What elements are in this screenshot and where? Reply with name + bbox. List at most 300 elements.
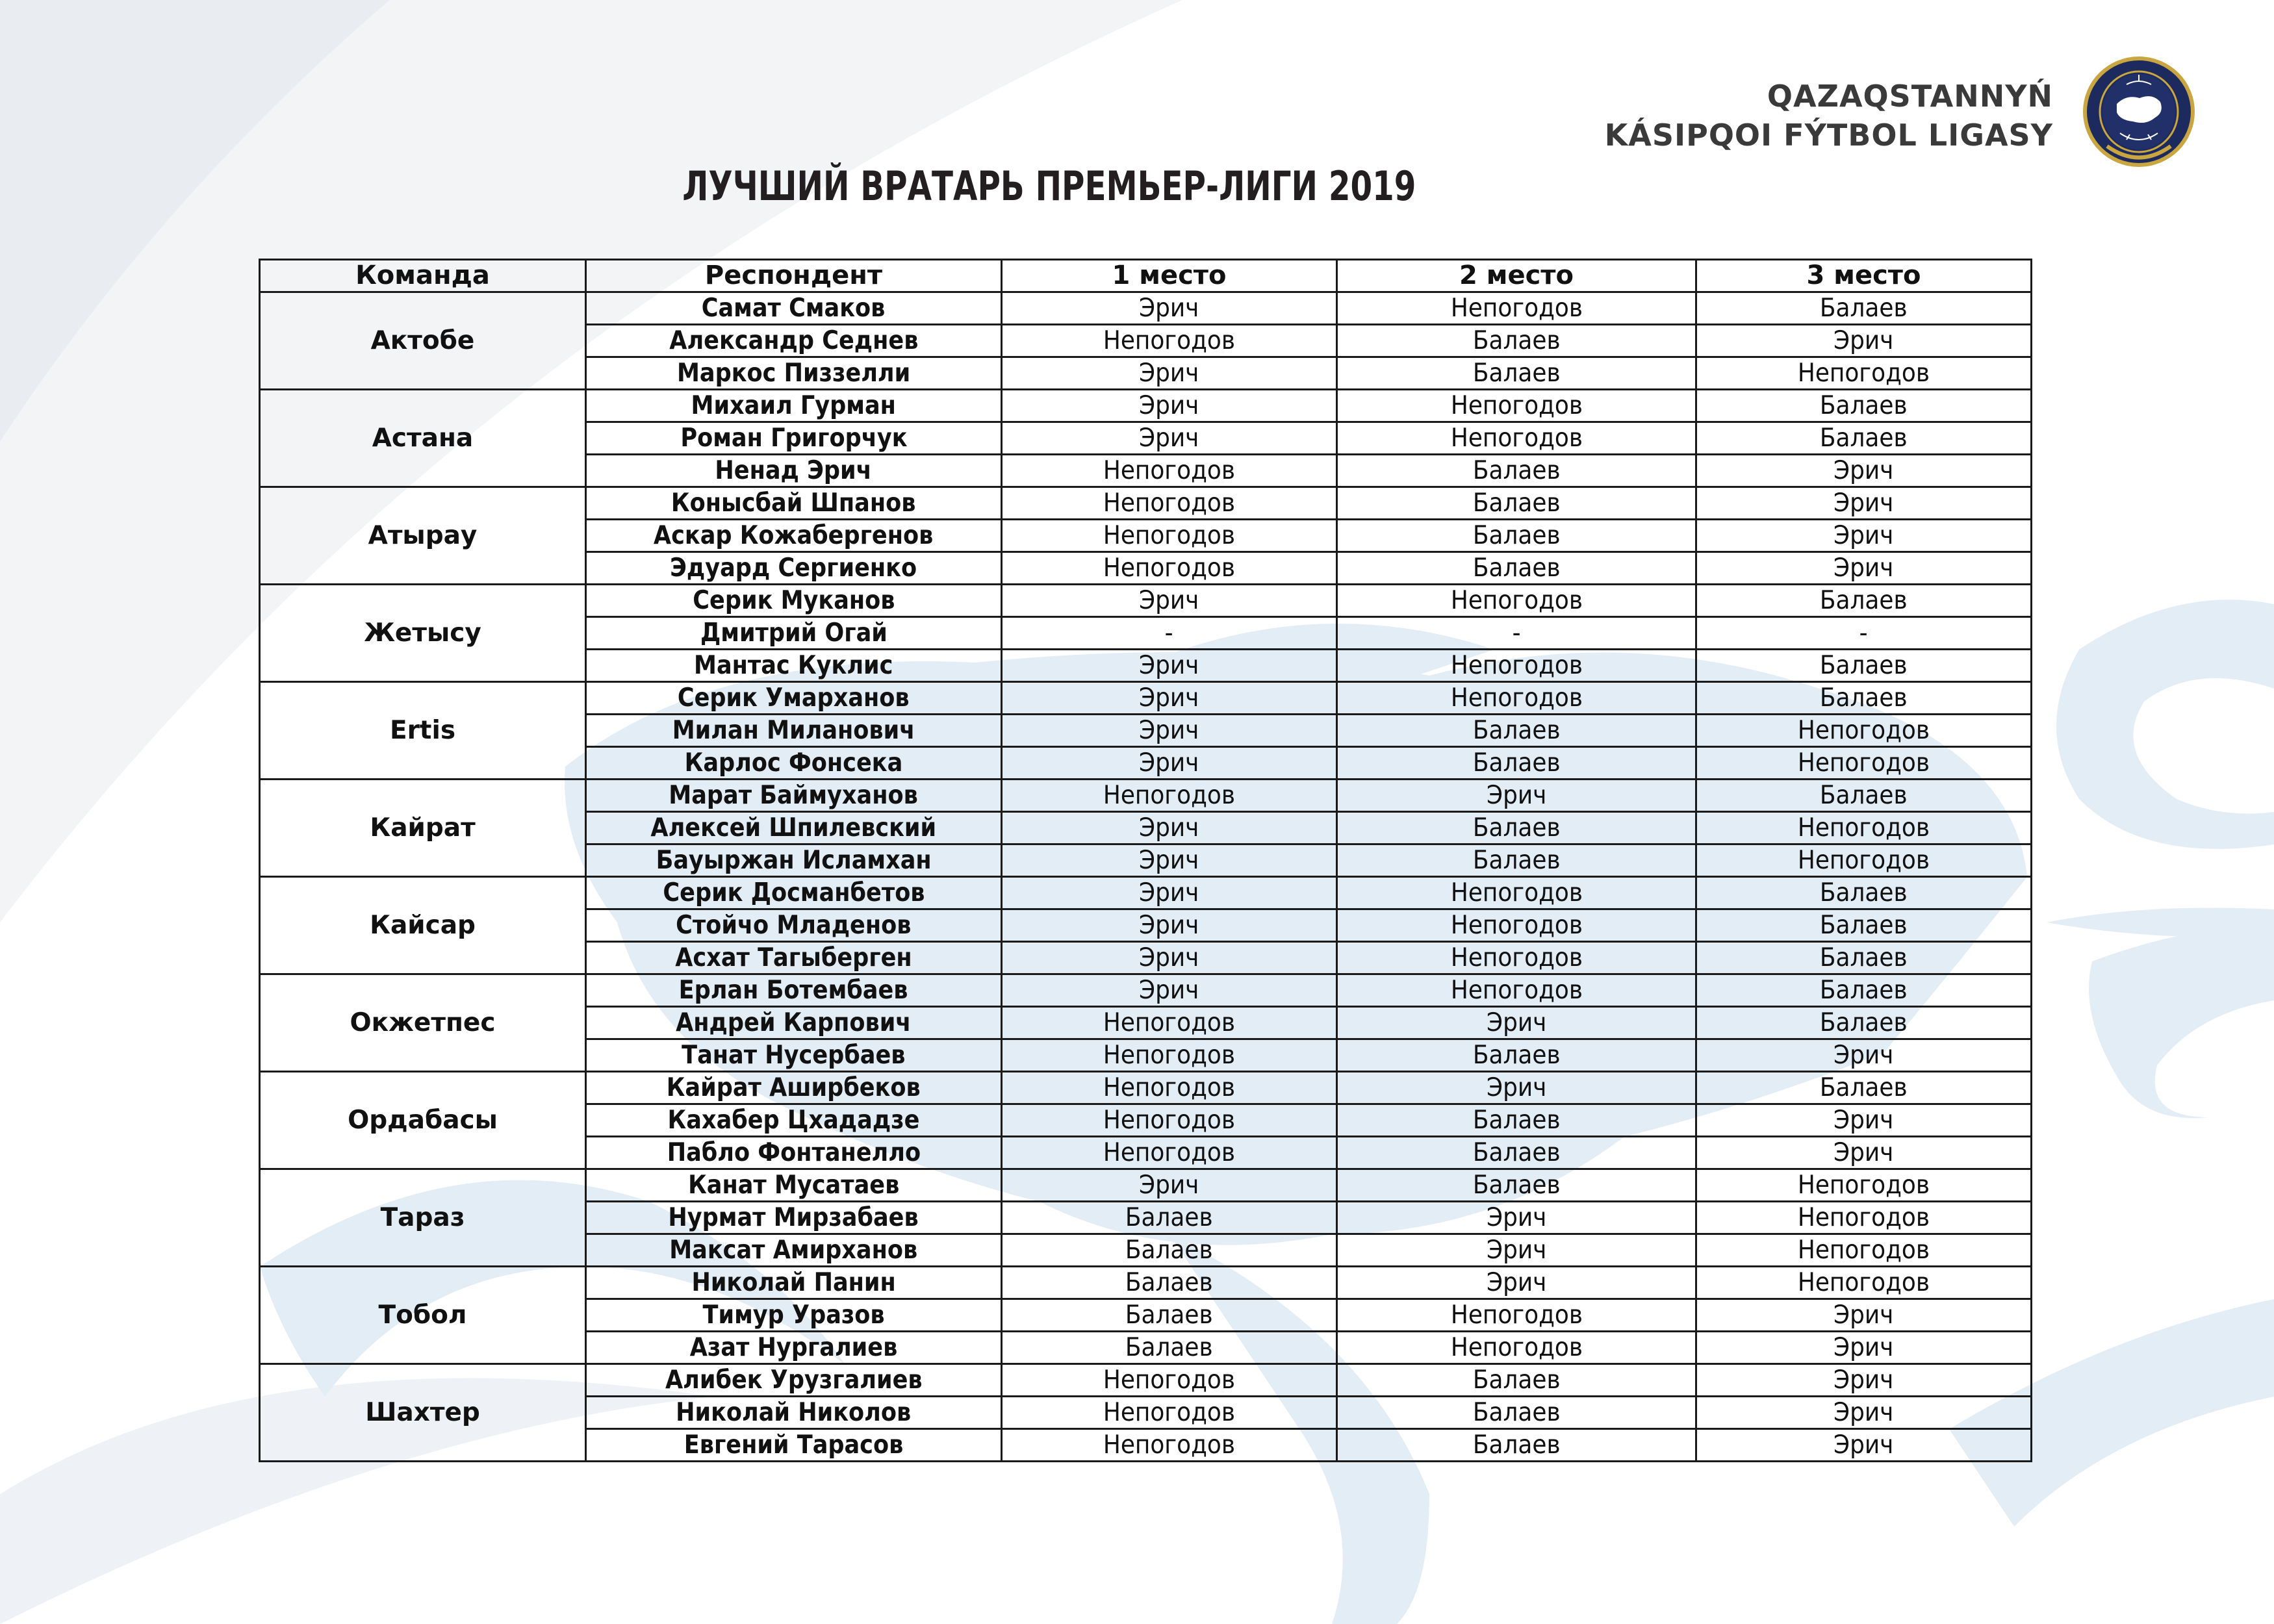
third-place-cell-text: Непогодов [1797, 846, 1930, 875]
respondent-cell [586, 455, 1002, 487]
first-place-cell-text: Непогодов [1103, 1073, 1236, 1102]
second-place-cell-text: Непогодов [1450, 911, 1583, 940]
third-place-cell [1696, 585, 2032, 617]
third-place-cell [1696, 974, 2032, 1007]
second-place-cell [1337, 1169, 1696, 1202]
second-place-cell-text: Эрич [1486, 1073, 1547, 1102]
third-place-cell [1696, 325, 2032, 357]
first-place-cell [1002, 357, 1337, 390]
third-place-cell-text: Непогодов [1797, 359, 1930, 388]
first-place-cell [1002, 715, 1337, 747]
third-place-cell [1696, 1007, 2032, 1039]
respondent-cell [586, 877, 1002, 909]
second-place-cell-text: Эрич [1486, 781, 1547, 810]
second-place-cell [1337, 1072, 1696, 1104]
first-place-cell [1002, 422, 1337, 455]
third-place-cell-text: Эрич [1833, 1398, 1894, 1427]
first-place-cell [1002, 455, 1337, 487]
second-place-cell [1337, 715, 1696, 747]
first-place-cell-text: Эрич [1139, 813, 1199, 843]
second-place-cell-text: Балаев [1472, 1365, 1561, 1395]
third-place-cell [1696, 747, 2032, 780]
first-place-cell-text: Эрич [1139, 976, 1199, 1005]
third-place-cell-text: Непогодов [1797, 813, 1930, 843]
second-place-cell [1337, 650, 1696, 682]
first-place-cell [1002, 1429, 1337, 1462]
third-place-cell [1696, 1072, 2032, 1104]
votes-table [259, 259, 2032, 1462]
first-place-cell [1002, 682, 1337, 715]
column-header-respondent: Респондент [586, 260, 1002, 292]
second-place-cell [1337, 357, 1696, 390]
respondent-cell-text: Асхат Тагыберген [675, 943, 912, 972]
respondent-cell [586, 780, 1002, 812]
third-place-cell-text: Балаев [1820, 391, 1908, 420]
first-place-cell-text: Эрич [1139, 1171, 1199, 1200]
table-row [260, 292, 2032, 325]
respondent-cell [586, 1267, 1002, 1299]
third-place-cell-text: Эрич [1833, 1041, 1894, 1070]
first-place-cell-text: - [1165, 618, 1173, 648]
team-cell: Шахтер [260, 1364, 586, 1462]
respondent-cell [586, 1364, 1002, 1397]
first-place-cell-text: Эрич [1139, 586, 1199, 615]
first-place-cell-text: Балаев [1125, 1203, 1213, 1232]
third-place-cell-text: Непогодов [1797, 1203, 1930, 1232]
second-place-cell [1337, 844, 1696, 877]
third-place-cell [1696, 552, 2032, 585]
third-place-cell [1696, 780, 2032, 812]
third-place-cell-text: Балаев [1820, 911, 1908, 940]
second-place-cell [1337, 1364, 1696, 1397]
first-place-cell [1002, 325, 1337, 357]
third-place-cell-text: Эрич [1833, 553, 1894, 583]
third-place-cell [1696, 1364, 2032, 1397]
second-place-cell [1337, 520, 1696, 552]
first-place-cell [1002, 1364, 1337, 1397]
second-place-cell [1337, 812, 1696, 844]
second-place-cell-text: Балаев [1472, 1041, 1561, 1070]
second-place-cell-text: Балаев [1472, 521, 1561, 550]
respondent-cell [586, 909, 1002, 942]
second-place-cell [1337, 390, 1696, 422]
respondent-cell-text: Танат Нусербаев [682, 1041, 906, 1070]
first-place-cell-text: Непогодов [1103, 781, 1236, 810]
respondent-cell-text: Аскар Кожабергенов [654, 521, 934, 550]
first-place-cell [1002, 942, 1337, 974]
first-place-cell [1002, 1234, 1337, 1267]
third-place-cell [1696, 1234, 2032, 1267]
third-place-cell-text: Балаев [1820, 424, 1908, 453]
respondent-cell-text: Николай Панин [691, 1268, 896, 1297]
second-place-cell [1337, 942, 1696, 974]
table-row [260, 780, 2032, 812]
third-place-cell [1696, 1429, 2032, 1462]
first-place-cell-text: Непогодов [1103, 488, 1236, 518]
respondent-cell-text: Ерлан Ботембаев [679, 976, 908, 1005]
third-place-cell [1696, 1299, 2032, 1332]
third-place-cell-text: Эрич [1833, 1430, 1894, 1460]
first-place-cell-text: Непогодов [1103, 521, 1236, 550]
respondent-cell [586, 1007, 1002, 1039]
third-place-cell-text: Непогодов [1797, 1268, 1930, 1297]
third-place-cell [1696, 487, 2032, 520]
second-place-cell-text: Непогодов [1450, 586, 1583, 615]
respondent-cell [586, 487, 1002, 520]
respondent-cell [586, 715, 1002, 747]
first-place-cell [1002, 877, 1337, 909]
third-place-cell-text: Эрич [1833, 521, 1894, 550]
second-place-cell-text: Балаев [1472, 1171, 1561, 1200]
third-place-cell [1696, 1202, 2032, 1234]
respondent-cell [586, 585, 1002, 617]
first-place-cell-text: Непогодов [1103, 1106, 1236, 1135]
third-place-cell [1696, 682, 2032, 715]
first-place-cell-text: Балаев [1125, 1333, 1213, 1362]
respondent-cell-text: Карлос Фонсека [684, 748, 903, 778]
respondent-cell-text: Стойчо Младенов [676, 911, 912, 940]
second-place-cell [1337, 325, 1696, 357]
first-place-cell-text: Непогодов [1103, 1365, 1236, 1395]
respondent-cell [586, 844, 1002, 877]
respondent-cell [586, 617, 1002, 650]
column-header-first-place: 1 место [1002, 260, 1337, 292]
third-place-cell [1696, 1137, 2032, 1169]
respondent-cell-text: Кахабер Цхададзе [667, 1106, 920, 1135]
second-place-cell [1337, 1267, 1696, 1299]
respondent-cell-text: Канат Мусатаев [687, 1171, 900, 1200]
respondent-cell-text: Маркос Пиззелли [676, 359, 911, 388]
third-place-cell [1696, 292, 2032, 325]
respondent-cell-text: Михаил Гурман [691, 391, 897, 420]
respondent-cell-text: Кайрат Аширбеков [667, 1073, 921, 1102]
respondent-cell-text: Роман Григорчук [680, 424, 908, 453]
second-place-cell [1337, 422, 1696, 455]
team-cell: Астана [260, 390, 586, 487]
first-place-cell-text: Эрич [1139, 424, 1199, 453]
second-place-cell-text: Балаев [1472, 846, 1561, 875]
second-place-cell [1337, 585, 1696, 617]
second-place-cell [1337, 1104, 1696, 1137]
first-place-cell-text: Эрич [1139, 846, 1199, 875]
respondent-cell-text: Серик Умарханов [678, 683, 910, 713]
respondent-cell [586, 812, 1002, 844]
third-place-cell [1696, 422, 2032, 455]
table-row [260, 487, 2032, 520]
second-place-cell [1337, 747, 1696, 780]
respondent-cell-text: Александр Седнев [669, 326, 919, 355]
first-place-cell [1002, 1104, 1337, 1137]
second-place-cell-text: Непогодов [1450, 651, 1583, 680]
respondent-cell [586, 1039, 1002, 1072]
third-place-cell-text: Эрич [1833, 1138, 1894, 1167]
second-place-cell-text: Балаев [1472, 1398, 1561, 1427]
second-place-cell [1337, 1429, 1696, 1462]
respondent-cell-text: Андрей Карпович [676, 1008, 912, 1037]
first-place-cell-text: Эрич [1139, 911, 1199, 940]
first-place-cell [1002, 1299, 1337, 1332]
page-title [0, 162, 2274, 210]
first-place-cell [1002, 487, 1337, 520]
third-place-cell-text: Непогодов [1797, 748, 1930, 778]
table-row [260, 1169, 2032, 1202]
first-place-cell-text: Балаев [1125, 1268, 1213, 1297]
third-place-cell-text: Эрич [1833, 488, 1894, 518]
respondent-cell-text: Мантас Куклис [694, 651, 893, 680]
second-place-cell [1337, 974, 1696, 1007]
first-place-cell-text: Эрич [1139, 943, 1199, 972]
first-place-cell-text: Эрич [1139, 294, 1199, 323]
respondent-cell-text: Алибек Урузгалиев [665, 1365, 923, 1395]
third-place-cell-text: Эрич [1833, 1106, 1894, 1135]
third-place-cell [1696, 1169, 2032, 1202]
respondent-cell-text: Милан Миланович [672, 716, 915, 745]
team-cell: Тараз [260, 1169, 586, 1267]
third-place-cell [1696, 357, 2032, 390]
table-header-row [260, 260, 2032, 292]
third-place-cell-text: Эрич [1833, 456, 1894, 485]
second-place-cell-text: Эрич [1486, 1008, 1547, 1037]
third-place-cell-text: Балаев [1820, 1073, 1908, 1102]
first-place-cell-text: Эрич [1139, 651, 1199, 680]
first-place-cell-text: Непогодов [1103, 1430, 1236, 1460]
first-place-cell-text: Эрич [1139, 359, 1199, 388]
third-place-cell [1696, 520, 2032, 552]
first-place-cell [1002, 585, 1337, 617]
third-place-cell-text: Балаев [1820, 651, 1908, 680]
team-cell: Кайрат [260, 780, 586, 877]
second-place-cell-text: Непогодов [1450, 1333, 1583, 1362]
third-place-cell-text: Непогодов [1797, 716, 1930, 745]
first-place-cell [1002, 520, 1337, 552]
third-place-cell [1696, 1104, 2032, 1137]
second-place-cell [1337, 455, 1696, 487]
second-place-cell-text: Балаев [1472, 456, 1561, 485]
second-place-cell [1337, 1039, 1696, 1072]
first-place-cell-text: Эрич [1139, 716, 1199, 745]
team-cell: Актобе [260, 292, 586, 390]
table-row [260, 585, 2032, 617]
first-place-cell-text: Непогодов [1103, 456, 1236, 485]
third-place-cell-text: Балаев [1820, 586, 1908, 615]
column-header-third-place: 3 место [1696, 260, 2032, 292]
second-place-cell-text: Балаев [1472, 326, 1561, 355]
third-place-cell [1696, 1397, 2032, 1429]
third-place-cell-text: - [1859, 618, 1868, 648]
first-place-cell-text: Эрич [1139, 748, 1199, 778]
respondent-cell-text: Дмитрий Огай [700, 618, 888, 648]
respondent-cell-text: Пабло Фонтанелло [667, 1138, 921, 1167]
respondent-cell [586, 942, 1002, 974]
table-row [260, 682, 2032, 715]
third-place-cell-text: Балаев [1820, 943, 1908, 972]
second-place-cell-text: Непогодов [1450, 683, 1583, 713]
third-place-cell-text: Балаев [1820, 878, 1908, 907]
second-place-cell-text: Непогодов [1450, 424, 1583, 453]
table-row [260, 1364, 2032, 1397]
third-place-cell [1696, 617, 2032, 650]
first-place-cell [1002, 650, 1337, 682]
first-place-cell [1002, 1202, 1337, 1234]
second-place-cell-text: Непогодов [1450, 943, 1583, 972]
respondent-cell [586, 1429, 1002, 1462]
third-place-cell-text: Непогодов [1797, 1171, 1930, 1200]
respondent-cell [586, 1169, 1002, 1202]
second-place-cell [1337, 487, 1696, 520]
first-place-cell [1002, 390, 1337, 422]
team-cell: Тобол [260, 1267, 586, 1364]
respondent-cell [586, 1299, 1002, 1332]
second-place-cell-text: Непогодов [1450, 294, 1583, 323]
respondent-cell-text: Алексей Шпилевский [650, 813, 937, 843]
second-place-cell [1337, 1332, 1696, 1364]
first-place-cell-text: Балаев [1125, 1300, 1213, 1330]
second-place-cell [1337, 1202, 1696, 1234]
respondent-cell [586, 422, 1002, 455]
respondent-cell-text: Евгений Тарасов [683, 1430, 904, 1460]
first-place-cell-text: Непогодов [1103, 1398, 1236, 1427]
respondent-cell [586, 357, 1002, 390]
league-name-line-1: QAZAQSTANNYŃ [1767, 79, 2053, 114]
first-place-cell [1002, 909, 1337, 942]
respondent-cell-text: Бауыржан Исламхан [656, 846, 932, 875]
third-place-cell [1696, 844, 2032, 877]
second-place-cell-text: Балаев [1472, 488, 1561, 518]
first-place-cell [1002, 1072, 1337, 1104]
second-place-cell [1337, 780, 1696, 812]
respondent-cell-text: Марат Баймуханов [669, 781, 919, 810]
page-title-text: ЛУЧШИЙ ВРАТАРЬ ПРЕМЬЕР-ЛИГИ 2019 [682, 162, 1416, 210]
third-place-cell [1696, 1267, 2032, 1299]
table-row [260, 1072, 2032, 1104]
third-place-cell-text: Эрич [1833, 1333, 1894, 1362]
table-row [260, 390, 2032, 422]
respondent-cell-text: Конысбай Шпанов [671, 488, 916, 518]
team-cell: Ertis [260, 682, 586, 780]
first-place-cell-text: Непогодов [1103, 1008, 1236, 1037]
third-place-cell [1696, 909, 2032, 942]
first-place-cell-text: Эрич [1139, 683, 1199, 713]
second-place-cell-text: Эрич [1486, 1268, 1547, 1297]
first-place-cell [1002, 1137, 1337, 1169]
second-place-cell-text: Балаев [1472, 813, 1561, 843]
respondent-cell [586, 1332, 1002, 1364]
column-header-second-place: 2 место [1337, 260, 1696, 292]
respondent-cell [586, 650, 1002, 682]
respondent-cell-text: Максат Амирханов [669, 1236, 918, 1265]
third-place-cell-text: Непогодов [1797, 1236, 1930, 1265]
first-place-cell [1002, 1039, 1337, 1072]
respondent-cell [586, 974, 1002, 1007]
second-place-cell-text: Непогодов [1450, 391, 1583, 420]
second-place-cell [1337, 909, 1696, 942]
respondent-cell-text: Серик Досманбетов [662, 878, 925, 907]
first-place-cell-text: Непогодов [1103, 553, 1236, 583]
team-cell: Окжетпес [260, 974, 586, 1072]
respondent-cell [586, 747, 1002, 780]
first-place-cell [1002, 1267, 1337, 1299]
second-place-cell-text: Балаев [1472, 553, 1561, 583]
respondent-cell [586, 390, 1002, 422]
first-place-cell-text: Непогодов [1103, 326, 1236, 355]
third-place-cell-text: Балаев [1820, 781, 1908, 810]
league-name [1605, 77, 2053, 155]
third-place-cell-text: Эрич [1833, 326, 1894, 355]
respondent-cell [586, 552, 1002, 585]
second-place-cell-text: Балаев [1472, 1138, 1561, 1167]
first-place-cell [1002, 1169, 1337, 1202]
first-place-cell-text: Эрич [1139, 391, 1199, 420]
third-place-cell [1696, 715, 2032, 747]
column-header-team: Команда [260, 260, 586, 292]
second-place-cell-text: Эрич [1486, 1236, 1547, 1265]
third-place-cell-text: Эрич [1833, 1300, 1894, 1330]
table-row [260, 1267, 2032, 1299]
second-place-cell [1337, 682, 1696, 715]
first-place-cell [1002, 1332, 1337, 1364]
second-place-cell-text: Непогодов [1450, 976, 1583, 1005]
third-place-cell-text: Балаев [1820, 1008, 1908, 1037]
respondent-cell-text: Самат Смаков [702, 294, 886, 323]
respondent-cell [586, 1137, 1002, 1169]
third-place-cell [1696, 877, 2032, 909]
second-place-cell [1337, 1397, 1696, 1429]
respondent-cell [586, 1397, 1002, 1429]
respondent-cell-text: Азат Нургалиев [689, 1333, 898, 1362]
third-place-cell-text: Балаев [1820, 294, 1908, 323]
team-cell: Атырау [260, 487, 586, 585]
second-place-cell [1337, 552, 1696, 585]
second-place-cell-text: Балаев [1472, 359, 1561, 388]
first-place-cell [1002, 617, 1337, 650]
respondent-cell [586, 1104, 1002, 1137]
respondent-cell [586, 1072, 1002, 1104]
team-cell: Ордабасы [260, 1072, 586, 1169]
league-emblem-icon [2081, 55, 2197, 169]
second-place-cell-text: Балаев [1472, 1106, 1561, 1135]
third-place-cell [1696, 1039, 2032, 1072]
table-row [260, 974, 2032, 1007]
second-place-cell [1337, 1234, 1696, 1267]
respondent-cell-text: Николай Николов [676, 1398, 912, 1427]
second-place-cell-text: Эрич [1486, 1203, 1547, 1232]
first-place-cell [1002, 844, 1337, 877]
second-place-cell-text: Непогодов [1450, 878, 1583, 907]
second-place-cell-text: Балаев [1472, 716, 1561, 745]
respondent-cell-text: Серик Муканов [692, 586, 895, 615]
third-place-cell [1696, 650, 2032, 682]
respondent-cell-text: Нурмат Мирзабаев [668, 1203, 919, 1232]
first-place-cell-text: Эрич [1139, 878, 1199, 907]
second-place-cell-text: Балаев [1472, 748, 1561, 778]
second-place-cell [1337, 617, 1696, 650]
third-place-cell-text: Балаев [1820, 976, 1908, 1005]
first-place-cell [1002, 1007, 1337, 1039]
first-place-cell-text: Балаев [1125, 1236, 1213, 1265]
table-row [260, 877, 2032, 909]
first-place-cell [1002, 747, 1337, 780]
respondent-cell [586, 292, 1002, 325]
second-place-cell [1337, 1299, 1696, 1332]
respondent-cell [586, 682, 1002, 715]
third-place-cell [1696, 455, 2032, 487]
first-place-cell [1002, 780, 1337, 812]
third-place-cell [1696, 942, 2032, 974]
second-place-cell-text: Непогодов [1450, 1300, 1583, 1330]
third-place-cell-text: Эрич [1833, 1365, 1894, 1395]
second-place-cell [1337, 877, 1696, 909]
respondent-cell [586, 1202, 1002, 1234]
